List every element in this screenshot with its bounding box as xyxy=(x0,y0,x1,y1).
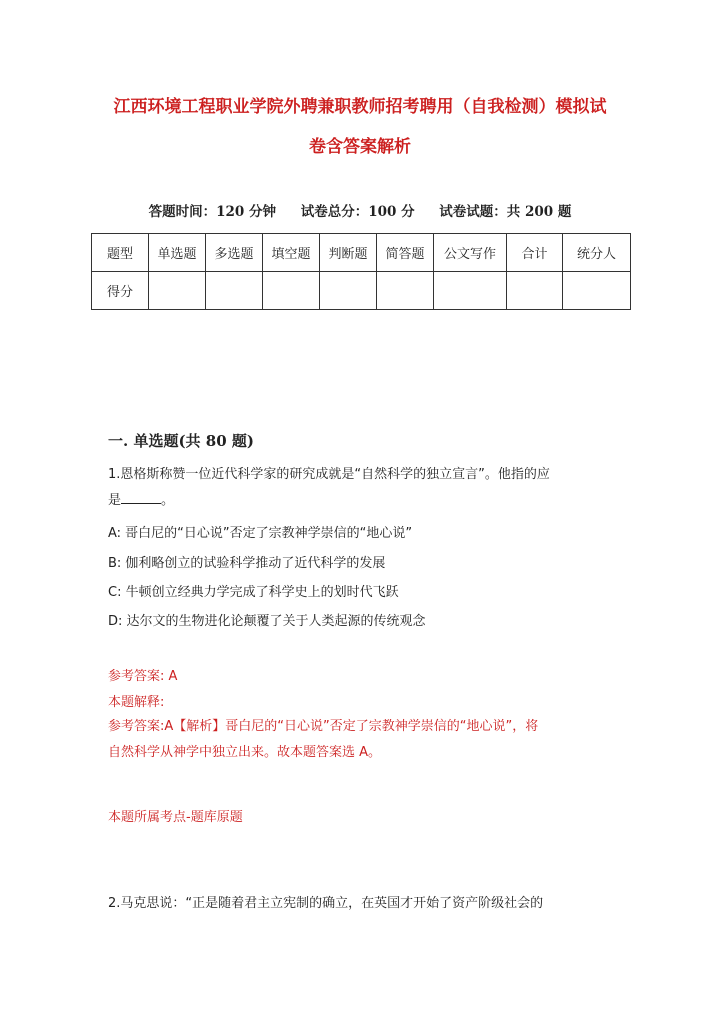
question-1-stem-line-2 xyxy=(108,488,613,514)
title-line-1: 江西环境工程职业学院外聘兼职教师招考聘用（自我检测）模拟试 xyxy=(113,97,607,117)
score-header-cell: 简答题 xyxy=(377,234,434,272)
score-cell xyxy=(434,272,507,310)
score-cell xyxy=(563,272,631,310)
score-table-score-row xyxy=(92,272,631,310)
score-header-cell: 公文写作 xyxy=(434,234,507,272)
section-heading: 一. 单选题(共 80 题) xyxy=(108,432,254,450)
question-1-stem xyxy=(108,462,613,514)
question-1-stem-line-1: 1.恩格斯称赞一位近代科学家的研究成就是“自然科学的独立宣言”。他指的应 xyxy=(108,467,550,482)
score-cell xyxy=(263,272,320,310)
option-b: B: 伽利略创立的试验科学推动了近代科学的发展 xyxy=(108,556,386,571)
explanation-text xyxy=(108,714,613,766)
exam-time: 答题时间：120 分钟 xyxy=(148,204,276,220)
exam-total-score: 试卷总分：100 分 xyxy=(300,204,415,220)
exam-meta xyxy=(0,200,720,220)
score-row-label: 得分 xyxy=(92,272,149,310)
question-1-prefix: 是 xyxy=(108,493,122,508)
question-source: 本题所属考点-题库原题 xyxy=(108,810,243,825)
score-cell xyxy=(149,272,206,310)
score-cell xyxy=(507,272,563,310)
option-a: A: 哥白尼的“日心说”否定了宗教神学崇信的“地心说” xyxy=(108,526,413,541)
title-line-2: 卷含答案解析 xyxy=(309,137,411,157)
score-table xyxy=(91,233,631,310)
score-table-header-row xyxy=(92,234,631,272)
score-header-cell: 判断题 xyxy=(320,234,377,272)
answer-blank xyxy=(121,489,161,504)
score-header-cell: 多选题 xyxy=(206,234,263,272)
explanation-line-2: 自然科学从神学中独立出来。故本题答案选 A。 xyxy=(108,745,382,760)
score-header-cell: 单选题 xyxy=(149,234,206,272)
score-header-cell: 合计 xyxy=(507,234,563,272)
question-1-suffix: 。 xyxy=(161,493,175,508)
score-cell xyxy=(377,272,434,310)
score-cell xyxy=(320,272,377,310)
question-2-stem: 2.马克思说：“正是随着君主立宪制的确立，在英国才开始了资产阶级社会的 xyxy=(108,896,544,911)
exam-question-count: 试卷试题：共 200 题 xyxy=(439,204,572,220)
option-c: C: 牛顿创立经典力学完成了科学史上的划时代飞跃 xyxy=(108,585,399,600)
explanation-label: 本题解释: xyxy=(108,695,165,710)
score-header-cell: 题型 xyxy=(92,234,149,272)
option-d: D: 达尔文的生物进化论颠覆了关于人类起源的传统观念 xyxy=(108,614,426,629)
explanation-line-1: 参考答案:A【解析】哥白尼的“日心说”否定了宗教神学崇信的“地心说”，将 xyxy=(108,719,539,734)
score-header-cell: 填空题 xyxy=(263,234,320,272)
score-header-cell: 统分人 xyxy=(563,234,631,272)
score-cell xyxy=(206,272,263,310)
reference-answer: 参考答案: A xyxy=(108,669,178,684)
